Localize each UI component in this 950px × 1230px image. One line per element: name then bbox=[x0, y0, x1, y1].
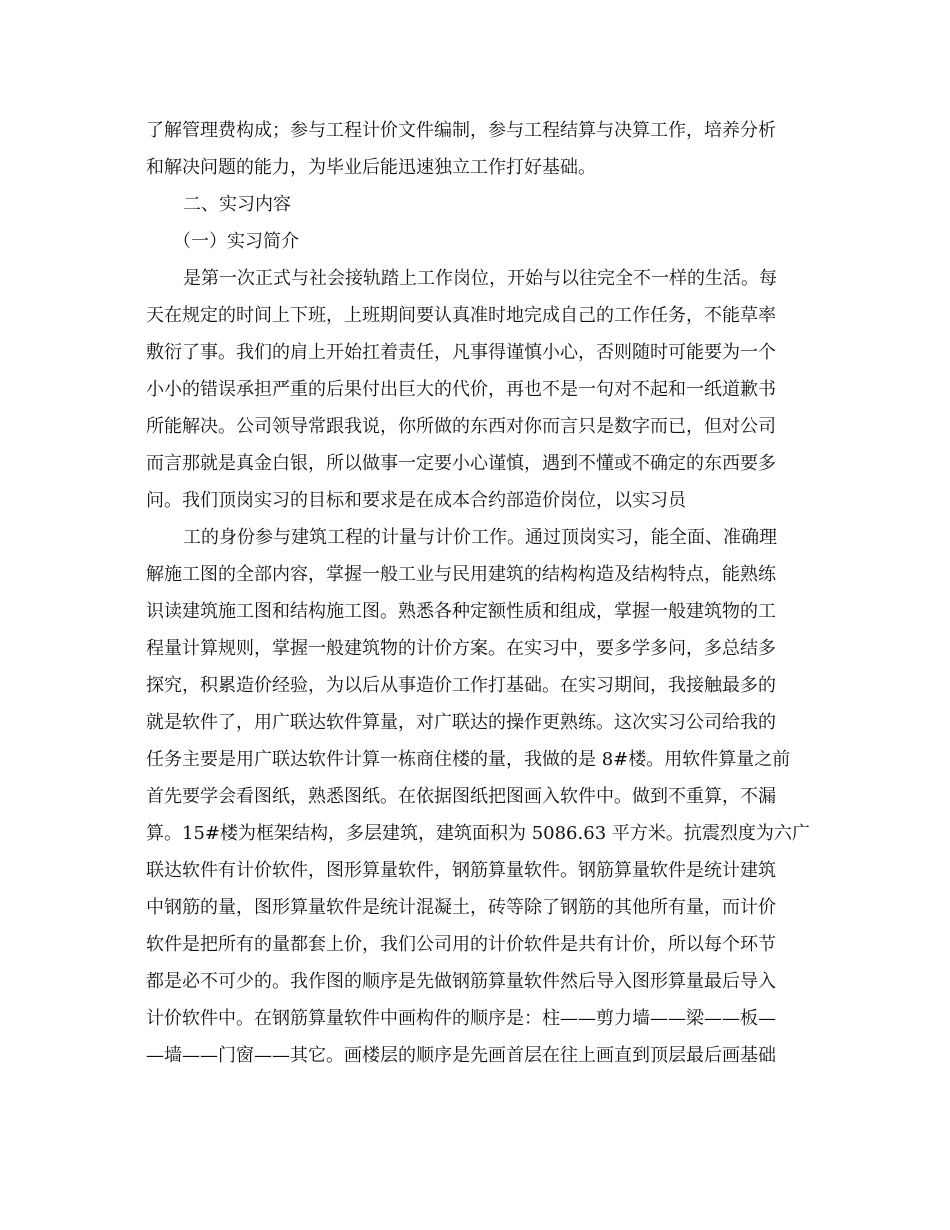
section-heading: 二、实习内容 bbox=[183, 194, 291, 215]
text-line: 软件是把所有的量都套上价，我们公司用的计价软件是共有计价，所以每个环节 bbox=[146, 934, 776, 955]
text-line: 小小的错误承担严重的后果付出巨大的代价，再也不是一句对不起和一纸道歉书 bbox=[146, 379, 776, 400]
text-line: 就是软件了，用广联达软件算量，对广联达的操作更熟练。这次实习公司给我的 bbox=[146, 712, 776, 733]
text-line: 了解管理费构成；参与工程计价文件编制，参与工程结算与决算工作，培养分析 bbox=[146, 120, 776, 141]
text-line: 探究，积累造价经验，为以后从事造价工作打基础。在实习期间，我接触最多的 bbox=[146, 675, 776, 696]
text-line: 和解决问题的能力，为毕业后能迅速独立工作打好基础。 bbox=[146, 157, 596, 178]
text-line: 任务主要是用广联达软件计算一栋商住楼的量，我做的是 8#楼。用软件算量之前 bbox=[146, 749, 791, 770]
text-line: 是第一次正式与社会接轨踏上工作岗位，开始与以往完全不一样的生活。每 bbox=[183, 268, 777, 289]
text-line: 所能解决。公司领导常跟我说，你所做的东西对你而言只是数字而已，但对公司 bbox=[146, 416, 776, 437]
text-line: 算。15#楼为框架结构，多层建筑，建筑面积为 5086.63 平方米。抗震烈度为六广 bbox=[146, 823, 810, 844]
text-line: 中钢筋的量，图形算量软件是统计混凝土，砖等除了钢筋的其他所有量，而计价 bbox=[146, 897, 776, 918]
text-line: —墙——门窗——其它。画楼层的顺序是先画首层在往上画直到顶层最后画基础 bbox=[146, 1045, 776, 1066]
text-line: 联达软件有计价软件，图形算量软件，钢筋算量软件。钢筋算量软件是统计建筑 bbox=[146, 860, 776, 881]
text-line: 天在规定的时间上下班，上班期间要认真准时地完成自己的工作任务，不能草率 bbox=[146, 305, 776, 326]
text-line: 首先要学会看图纸，熟悉图纸。在依据图纸把图画入软件中。做到不重算，不漏 bbox=[146, 786, 776, 807]
text-line: 工的身份参与建筑工程的计量与计价工作。通过顶岗实习，能全面、准确理 bbox=[183, 527, 777, 548]
text-line: 计价软件中。在钢筋算量软件中画构件的顺序是：柱——剪力墙——梁——板— bbox=[146, 1008, 776, 1029]
text-line: 识读建筑施工图和结构施工图。熟悉各种定额性质和组成，掌握一般建筑物的工 bbox=[146, 601, 776, 622]
text-line: 敷衍了事。我们的肩上开始扛着责任，凡事得谨慎小心，否则随时可能要为一个 bbox=[146, 342, 776, 363]
text-line: 问。我们顶岗实习的目标和要求是在成本合约部造价岗位，以实习员 bbox=[146, 490, 686, 511]
text-line: 程量计算规则，掌握一般建筑物的计价方案。在实习中，要多学多问，多总结多 bbox=[146, 638, 776, 659]
text-line: 都是必不可少的。我作图的顺序是先做钢筋算量软件然后导入图形算量最后导入 bbox=[146, 971, 776, 992]
text-line: 解施工图的全部内容，掌握一般工业与民用建筑的结构构造及结构特点，能熟练 bbox=[146, 564, 776, 585]
text-line: 而言那就是真金白银，所以做事一定要小心谨慎，遇到不懂或不确定的东西要多 bbox=[146, 453, 776, 474]
subsection-heading: （一）实习简介 bbox=[173, 231, 299, 252]
